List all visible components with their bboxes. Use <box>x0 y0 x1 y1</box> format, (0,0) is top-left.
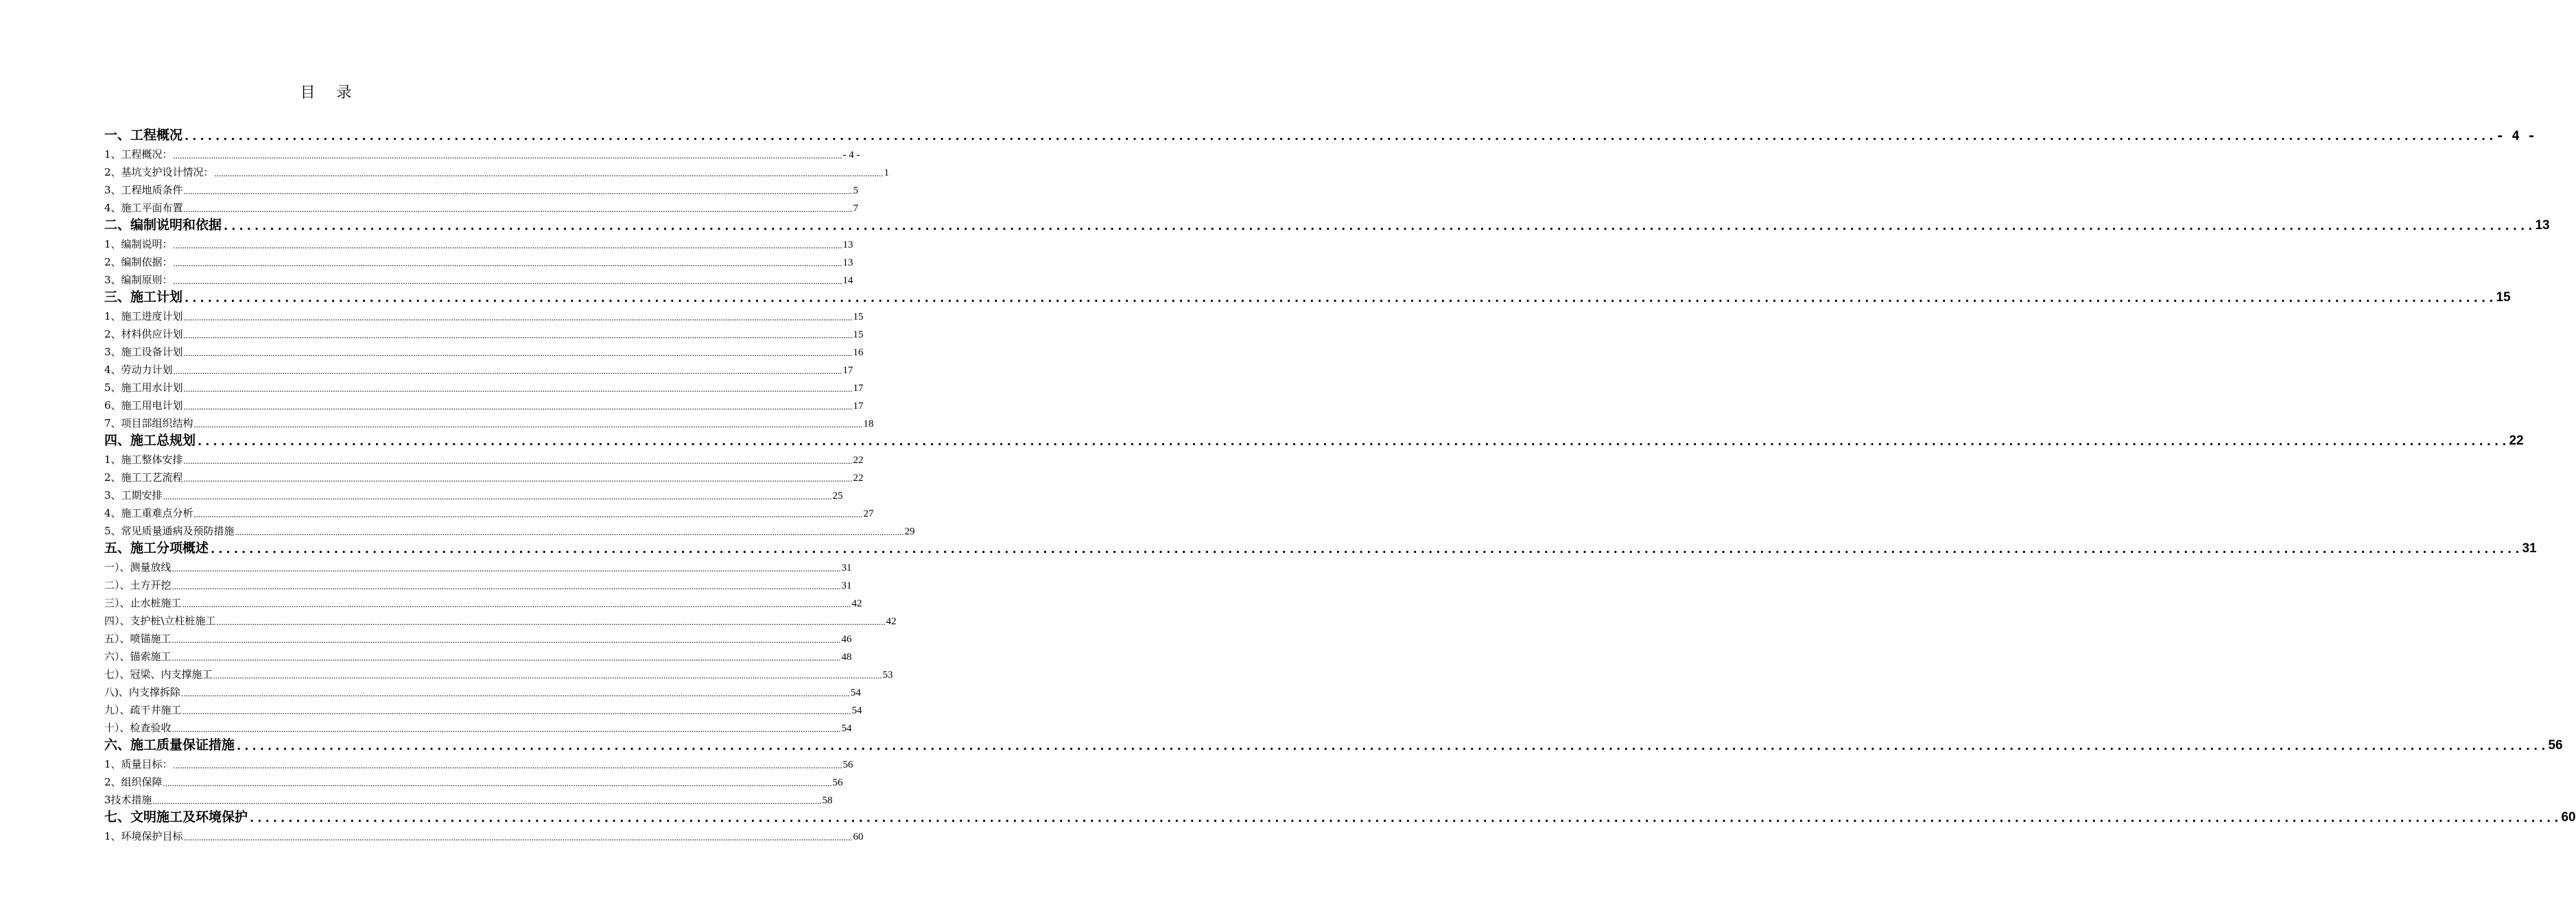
toc-section-entry[interactable] <box>104 341 864 359</box>
toc-entry-label: 1、编制说明： <box>104 238 173 250</box>
toc-page-number: 1 <box>884 167 890 178</box>
toc-page-number: 15 <box>2496 290 2511 305</box>
toc-page-number: 60 <box>2561 810 2576 825</box>
toc-leader-dots: ............................................................................................................................................................................................................................................................................................................ <box>172 635 841 645</box>
toc-title: 目 录 <box>300 84 360 102</box>
toc-chapter-entry[interactable] <box>104 287 2511 305</box>
toc-leader-dots: ............................................................................................................................................................................................................................................................................................................ <box>193 509 863 519</box>
toc-leader-dots: ............................................................................................................................................................................................................................................................................................................ <box>213 670 882 681</box>
toc-leader-dots: ............................................................................................................................................................................................................................................................................................................ <box>163 491 832 501</box>
toc-chapter-entry[interactable] <box>104 807 2576 825</box>
toc-page-number: 54 <box>850 687 861 698</box>
toc-leader-dots: ............................................................................................................................................................................................................................................................................................................ <box>173 760 842 770</box>
toc-leader-dots: ............................................................................................................................................................................................................................................................................................................ <box>183 204 853 214</box>
toc-page-number: 18 <box>863 418 874 429</box>
toc-entry-label: 六、施工质量保证措施 <box>104 737 235 753</box>
toc-entry-label: 一、工程概况 <box>104 128 183 143</box>
toc-page-number: 54 <box>851 705 862 716</box>
toc-chapter-entry[interactable] <box>104 125 2536 143</box>
table-of-contents <box>104 125 2576 843</box>
toc-entry-label: 5、常见质量通病及预防措施 <box>104 525 235 537</box>
toc-page-number: - 4 - <box>2496 128 2536 143</box>
toc-section-entry[interactable] <box>104 251 853 269</box>
toc-leader-dots: ............................................................................................................................................................................................................................................................................................................ <box>183 186 853 196</box>
toc-leader-dots: ............................................................................................................................................................................................................................................................................................................ <box>183 473 853 484</box>
toc-entry-label: 2、编制依据： <box>104 256 173 268</box>
toc-page-number: 17 <box>842 365 853 376</box>
toc-section-entry[interactable] <box>104 699 862 717</box>
toc-page-number: 53 <box>882 670 893 681</box>
toc-entry-label: 一）、测量放线 <box>104 561 172 574</box>
toc-section-entry[interactable] <box>104 197 859 215</box>
toc-entry-label: 五）、喷锚施工 <box>104 633 172 645</box>
toc-leader-dots: ............................................................................................................................................................................................................................................................................................................ <box>209 543 2522 556</box>
toc-section-entry[interactable] <box>104 394 864 412</box>
toc-entry-label: 二、编制说明和依据 <box>104 217 222 233</box>
toc-page-number: 42 <box>851 598 862 609</box>
toc-leader-dots: ............................................................................................................................................................................................................................................................................................................ <box>183 401 853 412</box>
toc-page-number: 14 <box>842 275 853 286</box>
toc-leader-dots: ............................................................................................................................................................................................................................................................................................................ <box>216 617 886 627</box>
toc-entry-label: 3、工期安排 <box>104 489 163 501</box>
toc-entry-label: 七）、冠梁、内支撑施工 <box>104 668 213 681</box>
toc-leader-dots: ............................................................................................................................................................................................................................................................................................................ <box>173 240 842 250</box>
toc-leader-dots: ............................................................................................................................................................................................................................................................................................................ <box>183 312 853 322</box>
toc-section-entry[interactable] <box>104 269 853 287</box>
toc-leader-dots: ............................................................................................................................................................................................................................................................................................................ <box>173 150 842 161</box>
toc-entry-label: 十）、检查验收 <box>104 722 172 734</box>
toc-section-entry[interactable] <box>104 359 853 377</box>
toc-leader-dots: ............................................................................................................................................................................................................................................................................................................ <box>183 348 853 358</box>
toc-section-entry[interactable] <box>104 771 843 789</box>
toc-page-number: 17 <box>853 401 864 412</box>
toc-page-number: 7 <box>853 203 859 214</box>
toc-entry-label: 四、施工总规划 <box>104 433 196 448</box>
toc-section-entry[interactable] <box>104 789 833 807</box>
toc-section-entry[interactable] <box>104 574 852 592</box>
toc-page-number: 13 <box>842 257 853 268</box>
toc-leader-dots: ............................................................................................................................................................................................................................................................................................................ <box>182 706 851 716</box>
toc-page-number: - 4 - <box>842 150 860 161</box>
toc-entry-label: 八)、内支撑拆除 <box>104 686 180 698</box>
toc-entry-label: 3、编制原则： <box>104 274 173 286</box>
toc-section-entry[interactable] <box>104 753 853 771</box>
toc-entry-label: 7、项目部组织结构 <box>104 417 193 429</box>
toc-entry-label: 6、施工用电计划 <box>104 399 183 412</box>
toc-section-entry[interactable] <box>104 717 852 735</box>
toc-entry-label: 1、施工整体安排 <box>104 453 183 466</box>
toc-entry-label: 3技术措施 <box>104 794 152 806</box>
toc-leader-dots: ............................................................................................................................................................................................................................................................................................................ <box>235 740 2548 753</box>
toc-section-entry[interactable] <box>104 628 852 646</box>
toc-leader-dots: ............................................................................................................................................................................................................................................................................................................ <box>173 366 842 376</box>
toc-section-entry[interactable] <box>104 502 874 520</box>
toc-section-entry[interactable] <box>104 305 864 323</box>
toc-page-number: 13 <box>2535 218 2550 233</box>
toc-entry-label: 二）、土方开挖 <box>104 579 172 591</box>
toc-entry-label: 七、文明施工及环境保护 <box>104 809 248 825</box>
toc-section-entry[interactable] <box>104 323 864 341</box>
toc-section-entry[interactable] <box>104 143 860 161</box>
toc-section-entry[interactable] <box>104 233 853 251</box>
toc-page-number: 17 <box>853 383 864 394</box>
toc-section-entry[interactable] <box>104 466 864 484</box>
toc-page-number: 5 <box>853 185 859 196</box>
toc-section-entry[interactable] <box>104 681 861 699</box>
toc-page-number: 13 <box>842 239 853 250</box>
toc-page-number: 56 <box>832 777 843 788</box>
toc-page-number: 31 <box>841 563 852 574</box>
toc-entry-label: 4、施工平面布置 <box>104 202 183 214</box>
toc-section-entry[interactable] <box>104 484 843 502</box>
toc-entry-label: 五、施工分项概述 <box>104 541 209 556</box>
toc-section-entry[interactable] <box>104 449 864 466</box>
toc-leader-dots: ............................................................................................................................................................................................................................................................................................................ <box>196 435 2509 449</box>
toc-page-number: 15 <box>853 311 864 322</box>
toc-page-number: 60 <box>853 831 864 842</box>
toc-leader-dots: ............................................................................................................................................................................................................................................................................................................ <box>172 563 841 574</box>
toc-section-entry[interactable] <box>104 646 852 663</box>
toc-section-entry[interactable] <box>104 663 893 681</box>
toc-leader-dots: ............................................................................................................................................................................................................................................................................................................ <box>163 778 832 788</box>
toc-entry-label: 3、施工设备计划 <box>104 346 183 358</box>
toc-leader-dots: ............................................................................................................................................................................................................................................................................................................ <box>222 220 2535 233</box>
toc-leader-dots: ............................................................................................................................................................................................................................................................................................................ <box>214 168 884 178</box>
toc-leader-dots: ............................................................................................................................................................................................................................................................................................................ <box>193 419 863 429</box>
toc-entry-label: 1、施工进度计划 <box>104 310 183 322</box>
toc-entry-label: 九）、疏干井施工 <box>104 704 182 716</box>
toc-page-number: 31 <box>841 580 852 591</box>
toc-section-entry[interactable] <box>104 825 864 843</box>
toc-section-entry[interactable] <box>104 556 852 574</box>
toc-page-number: 58 <box>822 795 833 806</box>
toc-entry-label: 2、基坑支护设计情况： <box>104 166 214 178</box>
toc-entry-label: 三、施工计划 <box>104 289 183 305</box>
toc-leader-dots: ............................................................................................................................................................................................................................................................................................................ <box>182 599 851 609</box>
toc-page-number: 27 <box>863 508 874 519</box>
toc-leader-dots: ............................................................................................................................................................................................................................................................................................................ <box>183 130 2496 143</box>
toc-entry-label: 5、施工用水计划 <box>104 381 183 394</box>
toc-page-number: 22 <box>853 455 864 466</box>
toc-entry-label: 2、施工工艺流程 <box>104 471 183 484</box>
toc-page-number: 48 <box>841 652 852 663</box>
toc-entry-label: 2、材料供应计划 <box>104 328 183 340</box>
toc-leader-dots: ............................................................................................................................................................................................................................................................................................................ <box>235 527 904 537</box>
toc-page-number: 29 <box>904 526 915 537</box>
toc-leader-dots: ............................................................................................................................................................................................................................................................................................................ <box>172 652 841 663</box>
toc-section-entry[interactable] <box>104 377 864 394</box>
toc-leader-dots: ............................................................................................................................................................................................................................................................................................................ <box>173 276 842 286</box>
toc-page-number: 56 <box>2548 738 2563 753</box>
toc-entry-label: 3、工程地质条件 <box>104 184 183 196</box>
toc-leader-dots: ............................................................................................................................................................................................................................................................................................................ <box>173 258 842 268</box>
toc-leader-dots: ............................................................................................................................................................................................................................................................................................................ <box>183 330 853 340</box>
toc-section-entry[interactable] <box>104 161 890 179</box>
toc-entry-label: 1、质量目标： <box>104 758 173 770</box>
toc-page-number: 46 <box>841 634 852 645</box>
toc-section-entry[interactable] <box>104 179 859 197</box>
toc-page-number: 56 <box>842 759 853 770</box>
toc-leader-dots: ............................................................................................................................................................................................................................................................................................................ <box>183 383 853 394</box>
toc-entry-label: 1、工程概况： <box>104 148 173 161</box>
toc-leader-dots: ............................................................................................................................................................................................................................................................................................................ <box>152 796 822 806</box>
toc-page-number: 31 <box>2522 541 2537 556</box>
toc-leader-dots: ............................................................................................................................................................................................................................................................................................................ <box>172 724 841 734</box>
toc-page-number: 15 <box>853 329 864 340</box>
toc-leader-dots: ............................................................................................................................................................................................................................................................................................................ <box>180 688 850 698</box>
toc-entry-label: 三）、止水桩施工 <box>104 597 182 609</box>
toc-leader-dots: ............................................................................................................................................................................................................................................................................................................ <box>172 581 841 591</box>
toc-section-entry[interactable] <box>104 520 915 538</box>
toc-entry-label: 2、组织保障 <box>104 776 163 788</box>
toc-page-number: 54 <box>841 723 852 734</box>
toc-section-entry[interactable] <box>104 412 874 430</box>
toc-page-number: 42 <box>886 616 897 627</box>
toc-page-number: 22 <box>853 473 864 484</box>
toc-section-entry[interactable] <box>104 592 862 610</box>
toc-entry-label: 四）、支护桩\立柱桩施工 <box>104 615 216 627</box>
toc-page-number: 16 <box>853 347 864 358</box>
toc-section-entry[interactable] <box>104 610 897 628</box>
toc-entry-label: 1、环境保护目标 <box>104 830 183 842</box>
toc-leader-dots: ............................................................................................................................................................................................................................................................................................................ <box>183 832 853 842</box>
toc-leader-dots: ............................................................................................................................................................................................................................................................................................................ <box>248 812 2561 825</box>
toc-chapter-entry[interactable] <box>104 430 2524 449</box>
toc-entry-label: 六）、锚索施工 <box>104 650 172 663</box>
toc-page-number: 22 <box>2509 434 2524 448</box>
toc-chapter-entry[interactable] <box>104 735 2563 753</box>
toc-entry-label: 4、劳动力计划 <box>104 364 173 376</box>
toc-page-number: 25 <box>832 490 843 501</box>
toc-chapter-entry[interactable] <box>104 215 2550 233</box>
toc-entry-label: 4、施工重难点分析 <box>104 507 193 519</box>
toc-chapter-entry[interactable] <box>104 538 2537 556</box>
toc-leader-dots: ............................................................................................................................................................................................................................................................................................................ <box>183 292 2496 305</box>
toc-leader-dots: ............................................................................................................................................................................................................................................................................................................ <box>183 456 853 466</box>
